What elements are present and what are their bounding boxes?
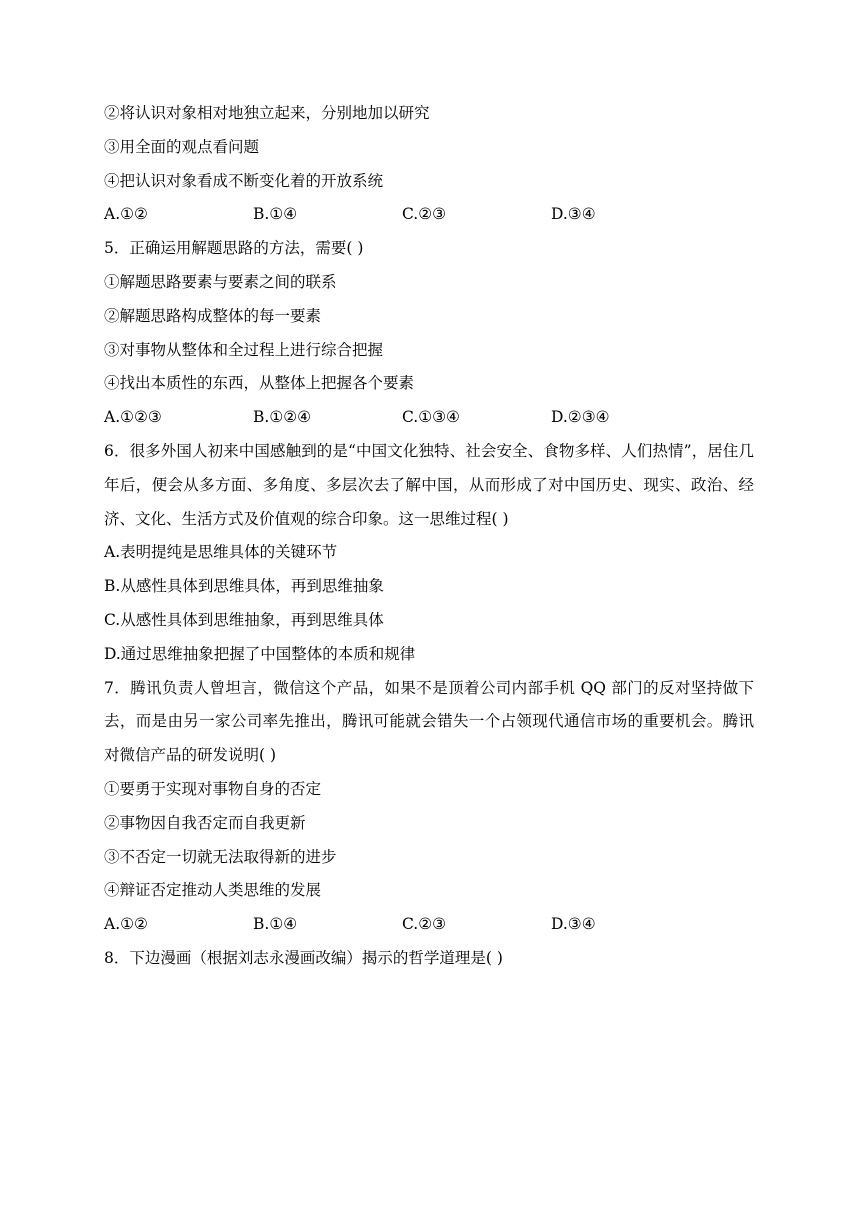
q5-item-3: ③对事物从整体和全过程上进行综合把握 (104, 340, 384, 359)
q4-options (104, 198, 754, 232)
question-5 (104, 232, 754, 435)
q6-choice-c: C.从感性具体到思维抽象，再到思维具体 (104, 610, 384, 629)
q5-stem: 5．正确运用解题思路的方法，需要( ) (104, 239, 364, 258)
q5-option-c: C.①③④ (402, 408, 460, 427)
q7-option-d: D.③④ (551, 915, 596, 934)
q8-stem: 8．下边漫画（根据刘志永漫画改编）揭示的哲学道理是( ) (104, 948, 503, 967)
q4-option-a: A.①② (104, 205, 148, 224)
q7-stem: 7．腾讯负责人曾坦言，微信这个产品，如果不是顶着公司内部手机 QQ 部门的反对坚持做下去，而是由另一家公司率先推出，腾讯可能就会错失一个占领现代通信市场的重要机会。腾讯对微信产品的研发说明( ) (104, 678, 754, 765)
q7-item-1: ①要勇于实现对事物自身的否定 (104, 779, 322, 798)
q5-item-2: ②解题思路构成整体的每一要素 (104, 306, 322, 325)
q7-option-c: C.②③ (402, 915, 447, 934)
q4-item-4: ④把认识对象看成不断变化着的开放系统 (104, 171, 384, 190)
q7-item-2: ②事物因自我否定而自我更新 (104, 813, 306, 832)
q7-options (104, 908, 754, 942)
q6-choice-b: B.从感性具体到思维具体，再到思维抽象 (104, 577, 384, 596)
question-7 (104, 672, 754, 942)
q8-cartoon-area (104, 976, 754, 1206)
q6-choice-d: D.通过思维抽象把握了中国整体的本质和规律 (104, 644, 416, 663)
q5-option-a: A.①②③ (104, 408, 162, 427)
q4-option-b: B.①④ (253, 205, 298, 224)
q4-item-3: ③用全面的观点看问题 (104, 137, 260, 156)
q6-stem: 6．很多外国人初来中国感触到的是“中国文化独特、社会安全、食物多样、人们热情”，居住几年后，便会从多方面、多角度、多层次去了解中国，从而形成了对中国历史、现实、政治、经济、文化、生活方式及价值观的综合印象。这一思维过程( ) (104, 441, 754, 528)
question-4-tail (104, 97, 754, 232)
q5-option-b: B.①②④ (253, 408, 312, 427)
question-6 (104, 435, 754, 672)
q7-option-a: A.①② (104, 915, 148, 934)
q5-item-1: ①解题思路要素与要素之间的联系 (104, 272, 337, 291)
question-8 (104, 942, 754, 1206)
q4-option-c: C.②③ (402, 205, 447, 224)
q5-option-d: D.②③④ (551, 408, 610, 427)
exam-page (104, 97, 754, 1206)
q7-option-b: B.①④ (253, 915, 298, 934)
q4-item-2: ②将认识对象相对地独立起来，分别地加以研究 (104, 104, 430, 122)
q6-choice-a: A.表明提纯是思维具体的关键环节 (104, 543, 338, 562)
q4-option-d: D.③④ (551, 205, 596, 224)
q5-options (104, 401, 754, 435)
q7-item-4: ④辩证否定推动人类思维的发展 (104, 881, 322, 900)
q5-item-4: ④找出本质性的东西，从整体上把握各个要素 (104, 374, 415, 393)
q7-item-3: ③不否定一切就无法取得新的进步 (104, 847, 337, 866)
